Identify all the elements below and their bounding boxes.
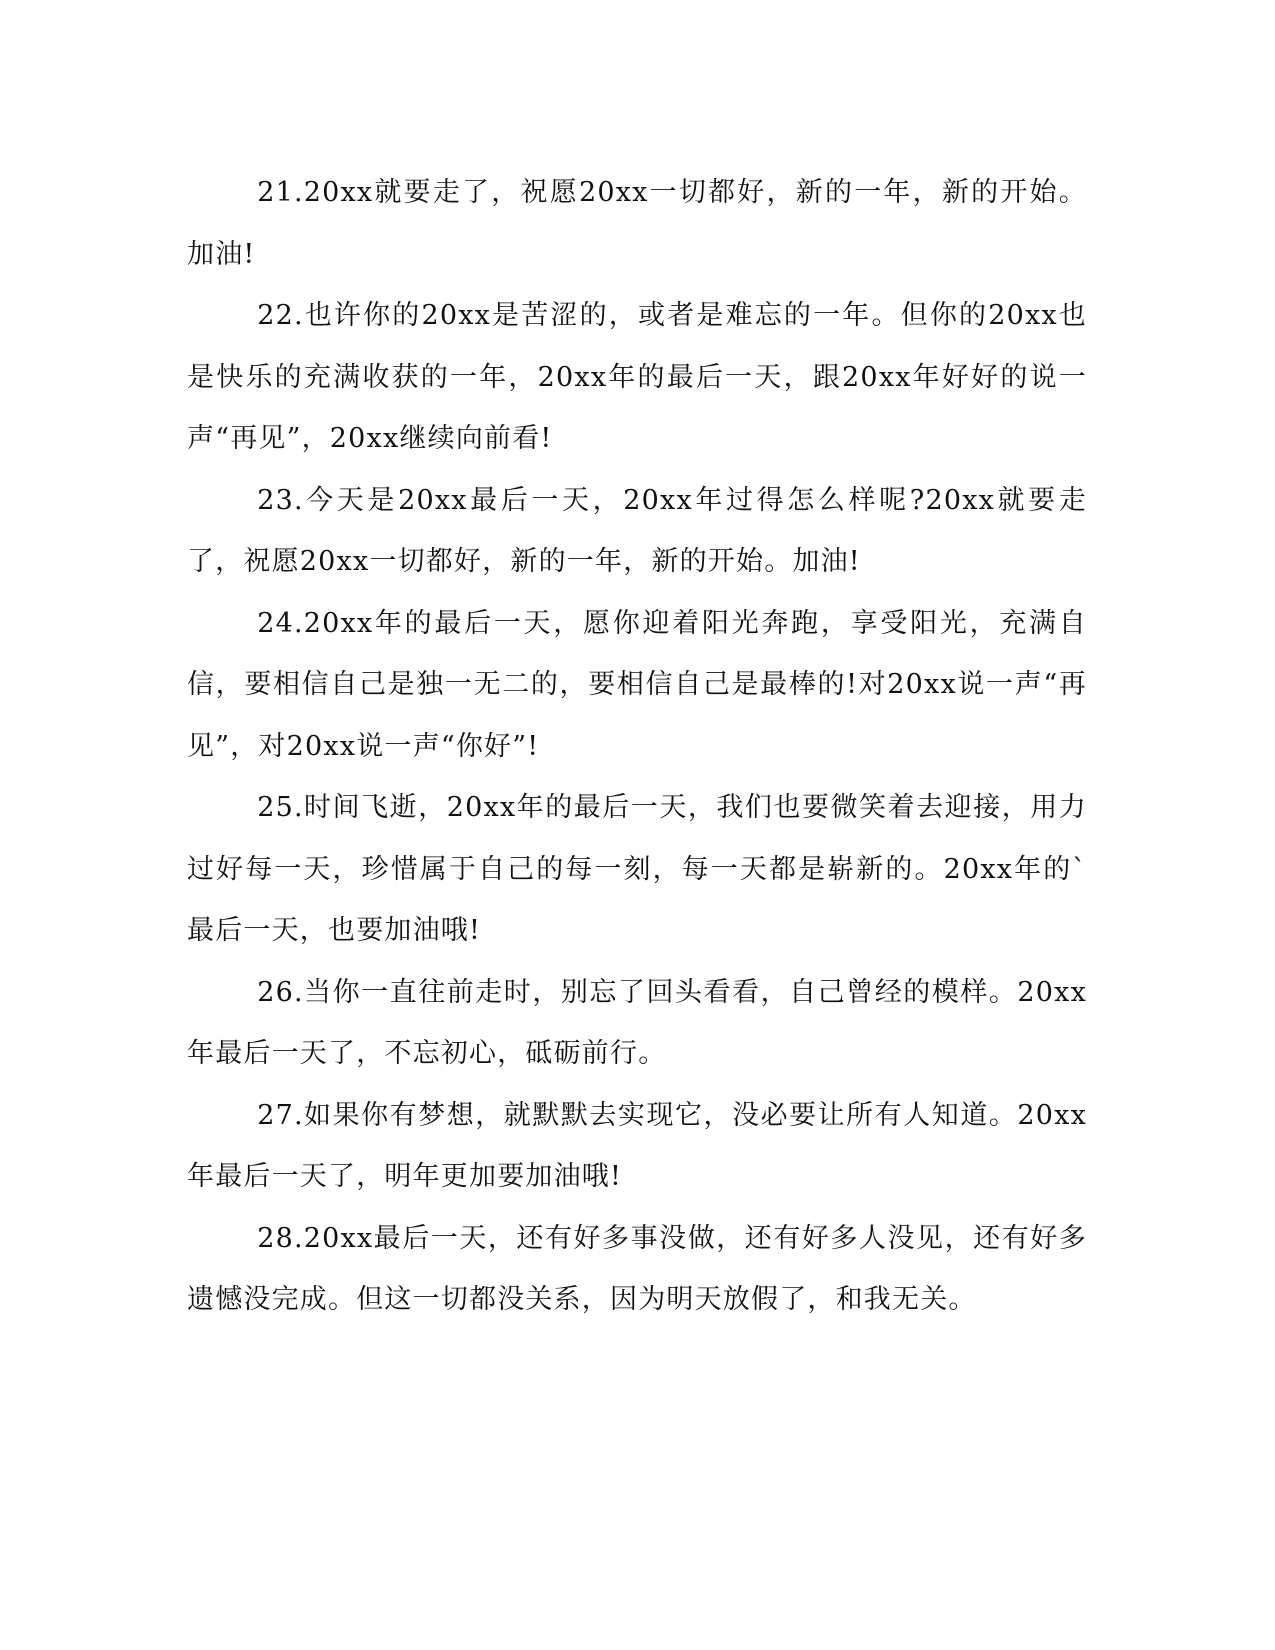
document-body [187, 162, 1087, 1331]
paragraph-22: 22.也许你的20xx是苦涩的，或者是难忘的一年。但你的20xx也是快乐的充满收获的一年，20xx年的最后一天，跟20xx年好好的说一声“再见”，20xx继续向前看! [187, 300, 1087, 454]
paragraph-25: 25.时间飞逝，20xx年的最后一天，我们也要微笑着去迎接，用力过好每一天，珍惜属于自己的每一刻，每一天都是崭新的。20xx年的`最后一天，也要加油哦! [187, 792, 1087, 946]
paragraph-23: 23.今天是20xx最后一天，20xx年过得怎么样呢?20xx就要走了，祝愿20xx一切都好，新的一年，新的开始。加油! [187, 484, 1087, 577]
paragraph-27: 27.如果你有梦想，就默默去实现它，没必要让所有人知道。20xx年最后一天了，明年更加要加油哦! [187, 1099, 1087, 1192]
paragraph-21: 21.20xx就要走了，祝愿20xx一切都好，新的一年，新的开始。加油! [187, 177, 1087, 270]
paragraph-28: 28.20xx最后一天，还有好多事没做，还有好多人没见，还有好多遗憾没完成。但这一切都没关系，因为明天放假了，和我无关。 [187, 1222, 1087, 1315]
paragraph-24: 24.20xx年的最后一天，愿你迎着阳光奔跑，享受阳光，充满自信，要相信自己是独一无二的，要相信自己是最棒的!对20xx说一声“再见”，对20xx说一声“你好”! [187, 607, 1087, 762]
paragraph-26: 26.当你一直往前走时，别忘了回头看看，自己曾经的模样。20xx年最后一天了，不忘初心，砥砺前行。 [187, 976, 1087, 1069]
